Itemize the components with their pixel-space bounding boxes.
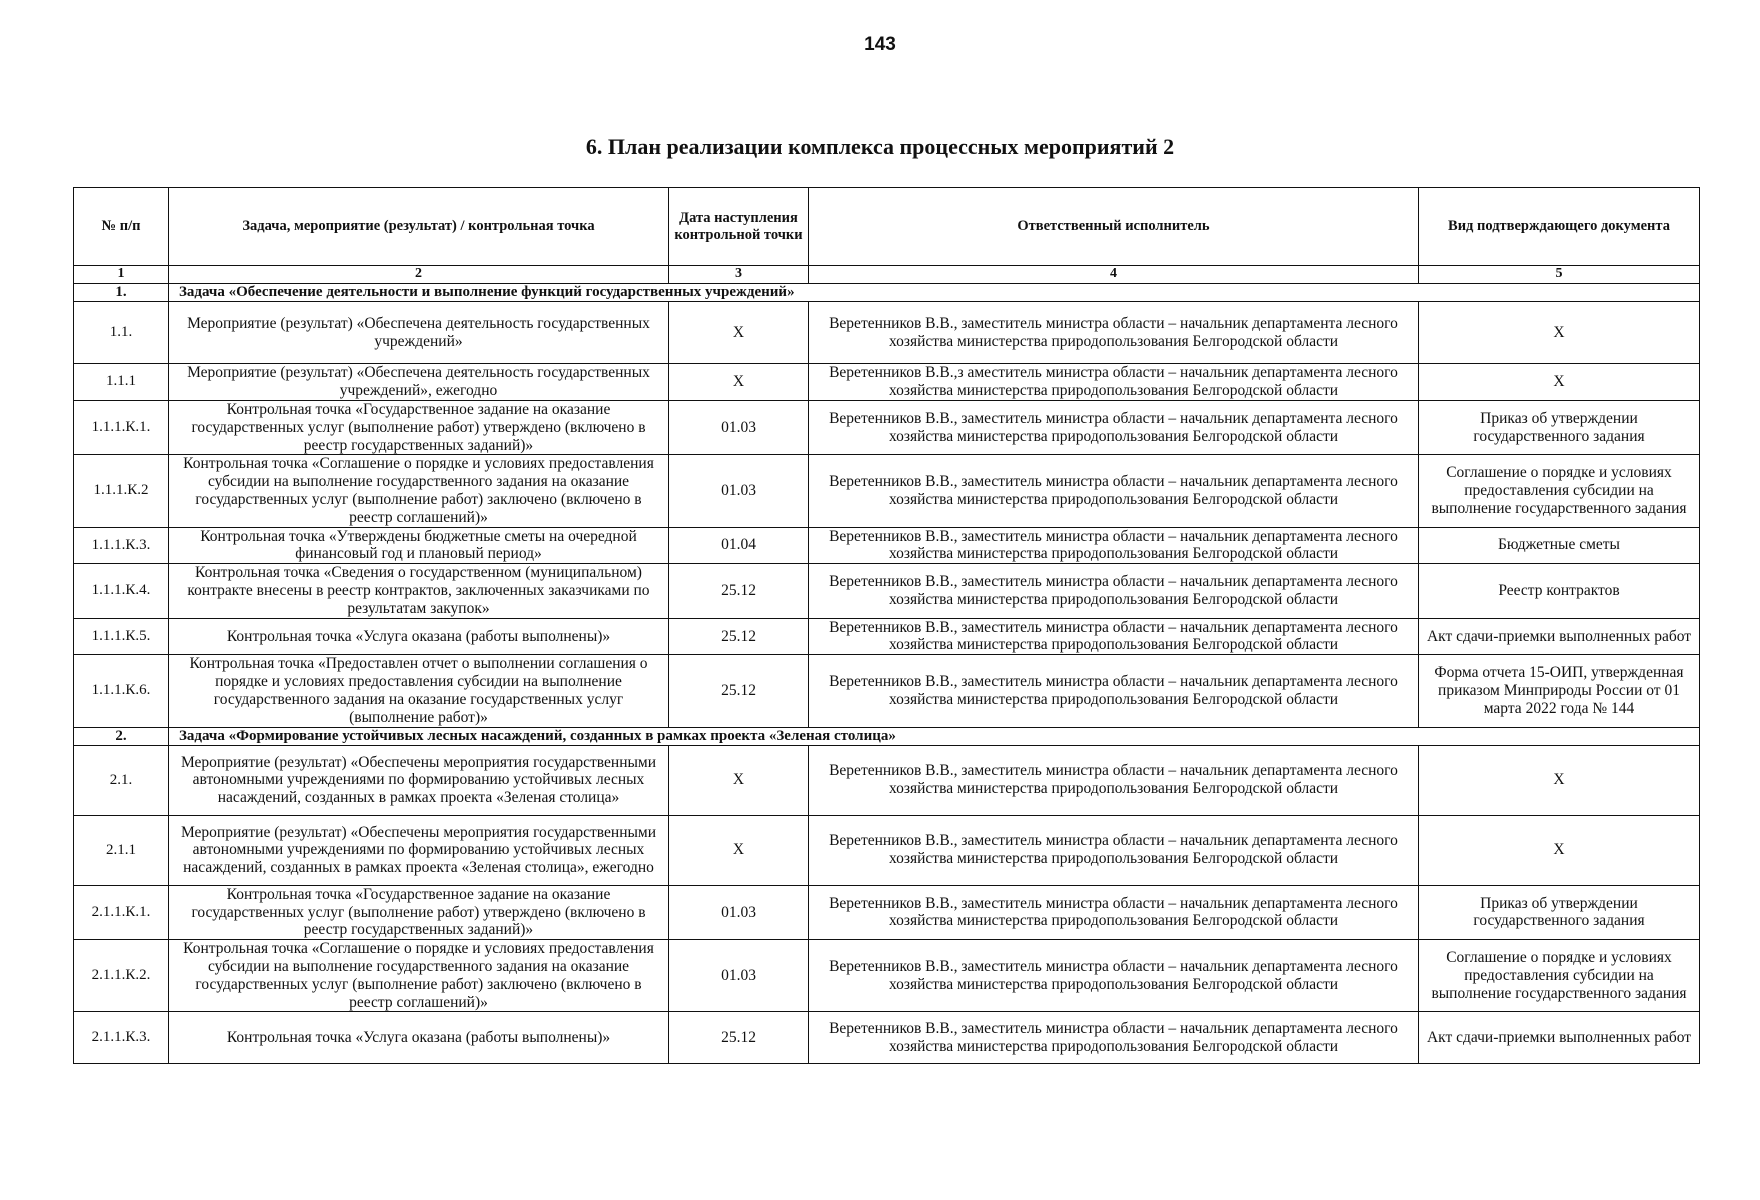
row-document: Форма отчета 15-ОИП, утвержденная приказом Минприроды России от 01 марта 2022 года № 144 — [1419, 655, 1700, 727]
row-document: Х — [1419, 364, 1700, 401]
column-number: 3 — [669, 266, 809, 284]
row-document: Бюджетные сметы — [1419, 527, 1700, 564]
table-row — [74, 302, 1700, 364]
table-row — [74, 455, 1700, 527]
row-document: Акт сдачи-приемки выполненных работ — [1419, 618, 1700, 655]
column-number: 5 — [1419, 266, 1700, 284]
row-date: 25.12 — [669, 1012, 809, 1064]
row-description: Контрольная точка «Сведения о государственном (муниципальном) контракте внесены в реестр контрактов, заключенных заказчиками по результатам закупок» — [169, 564, 669, 618]
row-date: 25.12 — [669, 564, 809, 618]
header-document: Вид подтверждающего документа — [1419, 188, 1700, 266]
task-row — [74, 284, 1700, 302]
row-responsible: Веретенников В.В., заместитель министра области – начальник департамента лесного хозяйства министерства природопользования Белгородской области — [809, 618, 1419, 655]
row-number: 1.1.1.К.5. — [74, 618, 169, 655]
row-responsible: Веретенников В.В., заместитель министра области – начальник департамента лесного хозяйства министерства природопользования Белгородской области — [809, 302, 1419, 364]
task-title: Задача «Обеспечение деятельности и выполнение функций государственных учреждений» — [169, 284, 1700, 302]
row-number: 1.1.1.К.6. — [74, 655, 169, 727]
row-document: Соглашение о порядке и условиях предоставления субсидии на выполнение государственного задания — [1419, 455, 1700, 527]
row-document: Х — [1419, 815, 1700, 885]
row-date: 25.12 — [669, 618, 809, 655]
task-row — [74, 727, 1700, 745]
row-description: Контрольная точка «Соглашение о порядке и условиях предоставления субсидии на выполнение государственного задания на оказание государственных услуг (выполнение работ) заключено (включено в реестр соглашений)» — [169, 455, 669, 527]
header-responsible: Ответственный исполнитель — [809, 188, 1419, 266]
row-number: 1.1.1.К.3. — [74, 527, 169, 564]
row-document: Реестр контрактов — [1419, 564, 1700, 618]
row-number: 1.1. — [74, 302, 169, 364]
table-row — [74, 655, 1700, 727]
row-description: Контрольная точка «Предоставлен отчет о выполнении соглашения о порядке и условиях предоставления субсидии на выполнение государственного задания на оказание государственных услуг (выполнение работ)» — [169, 655, 669, 727]
row-number: 1.1.1.К.2 — [74, 455, 169, 527]
row-responsible: Веретенников В.В., заместитель министра области – начальник департамента лесного хозяйства министерства природопользования Белгородской области — [809, 1012, 1419, 1064]
row-responsible: Веретенников В.В., заместитель министра области – начальник департамента лесного хозяйства министерства природопользования Белгородской области — [809, 527, 1419, 564]
row-number: 2.1. — [74, 745, 169, 815]
column-number: 2 — [169, 266, 669, 284]
row-responsible: Веретенников В.В., заместитель министра области – начальник департамента лесного хозяйства министерства природопользования Белгородской области — [809, 400, 1419, 454]
row-number: 1.1.1.К.1. — [74, 400, 169, 454]
column-number: 1 — [74, 266, 169, 284]
row-description: Контрольная точка «Соглашение о порядке и условиях предоставления субсидии на выполнение государственного задания на оказание государственных услуг (выполнение работ) заключено (включено в реестр соглашений)» — [169, 940, 669, 1012]
row-responsible: Веретенников В.В., заместитель министра области – начальник департамента лесного хозяйства министерства природопользования Белгородской области — [809, 885, 1419, 939]
row-description: Контрольная точка «Услуга оказана (работы выполнены)» — [169, 1012, 669, 1064]
row-responsible: Веретенников В.В., заместитель министра области – начальник департамента лесного хозяйства министерства природопользования Белгородской области — [809, 564, 1419, 618]
column-number: 4 — [809, 266, 1419, 284]
row-number: 2.1.1.К.1. — [74, 885, 169, 939]
row-date: Х — [669, 302, 809, 364]
row-document: Приказ об утверждении государственного задания — [1419, 885, 1700, 939]
table-row — [74, 364, 1700, 401]
task-number: 1. — [74, 284, 169, 302]
table-row — [74, 745, 1700, 815]
header-date: Дата наступления контрольной точки — [669, 188, 809, 266]
row-responsible: Веретенников В.В., заместитель министра области – начальник департамента лесного хозяйства министерства природопользования Белгородской области — [809, 455, 1419, 527]
row-description: Контрольная точка «Утверждены бюджетные сметы на очередной финансовый год и плановый период» — [169, 527, 669, 564]
page-title: 6. План реализации комплекса процессных мероприятий 2 — [585, 134, 1175, 159]
row-date: Х — [669, 745, 809, 815]
row-number: 2.1.1.К.3. — [74, 1012, 169, 1064]
row-date: 01.03 — [669, 885, 809, 939]
table-row — [74, 564, 1700, 618]
row-description: Мероприятие (результат) «Обеспечены мероприятия государственными автономными учреждениями по формированию устойчивых лесных насаждений, созданных в рамках проекта «Зеленая столица» — [169, 745, 669, 815]
row-date: 01.03 — [669, 940, 809, 1012]
row-description: Контрольная точка «Услуга оказана (работы выполнены)» — [169, 618, 669, 655]
page-number: 143 — [864, 34, 896, 55]
column-numbers-row — [74, 266, 1700, 284]
row-document: Соглашение о порядке и условиях предоставления субсидии на выполнение государственного задания — [1419, 940, 1700, 1012]
plan-table-body — [74, 284, 1700, 1064]
row-document: Приказ об утверждении государственного задания — [1419, 400, 1700, 454]
row-description: Контрольная точка «Государственное задание на оказание государственных услуг (выполнение работ) утверждено (включено в реестр государственных заданий)» — [169, 400, 669, 454]
table-row — [74, 400, 1700, 454]
row-document: Акт сдачи-приемки выполненных работ — [1419, 1012, 1700, 1064]
row-date: 01.04 — [669, 527, 809, 564]
task-title: Задача «Формирование устойчивых лесных насаждений, созданных в рамках проекта «Зеленая столица» — [169, 727, 1700, 745]
row-number: 1.1.1.К.4. — [74, 564, 169, 618]
row-date: 01.03 — [669, 400, 809, 454]
plan-table — [73, 187, 1700, 1064]
row-date: 25.12 — [669, 655, 809, 727]
row-document: Х — [1419, 302, 1700, 364]
row-description: Мероприятие (результат) «Обеспечена деятельность государственных учреждений», ежегодно — [169, 364, 669, 401]
table-row — [74, 618, 1700, 655]
row-description: Контрольная точка «Государственное задание на оказание государственных услуг (выполнение работ) утверждено (включено в реестр государственных заданий)» — [169, 885, 669, 939]
row-date: 01.03 — [669, 455, 809, 527]
table-row — [74, 527, 1700, 564]
row-responsible: Веретенников В.В.,з аместитель министра области – начальник департамента лесного хозяйства министерства природопользования Белгородской области — [809, 364, 1419, 401]
row-responsible: Веретенников В.В., заместитель министра области – начальник департамента лесного хозяйства министерства природопользования Белгородской области — [809, 745, 1419, 815]
header-num: № п/п — [74, 188, 169, 266]
row-date: Х — [669, 364, 809, 401]
table-row — [74, 940, 1700, 1012]
row-document: Х — [1419, 745, 1700, 815]
header-row — [74, 188, 1700, 266]
task-number: 2. — [74, 727, 169, 745]
row-number: 2.1.1 — [74, 815, 169, 885]
row-description: Мероприятие (результат) «Обеспечена деятельность государственных учреждений» — [169, 302, 669, 364]
row-responsible: Веретенников В.В., заместитель министра области – начальник департамента лесного хозяйства министерства природопользования Белгородской области — [809, 655, 1419, 727]
row-responsible: Веретенников В.В., заместитель министра области – начальник департамента лесного хозяйства министерства природопользования Белгородской области — [809, 815, 1419, 885]
table-row — [74, 885, 1700, 939]
header-task: Задача, мероприятие (результат) / контрольная точка — [169, 188, 669, 266]
row-date: Х — [669, 815, 809, 885]
row-description: Мероприятие (результат) «Обеспечены мероприятия государственными автономными учреждениями по формированию устойчивых лесных насаждений, созданных в рамках проекта «Зеленая столица», ежегодно — [169, 815, 669, 885]
table-row — [74, 815, 1700, 885]
row-number: 1.1.1 — [74, 364, 169, 401]
row-number: 2.1.1.К.2. — [74, 940, 169, 1012]
table-row — [74, 1012, 1700, 1064]
row-responsible: Веретенников В.В., заместитель министра области – начальник департамента лесного хозяйства министерства природопользования Белгородской области — [809, 940, 1419, 1012]
